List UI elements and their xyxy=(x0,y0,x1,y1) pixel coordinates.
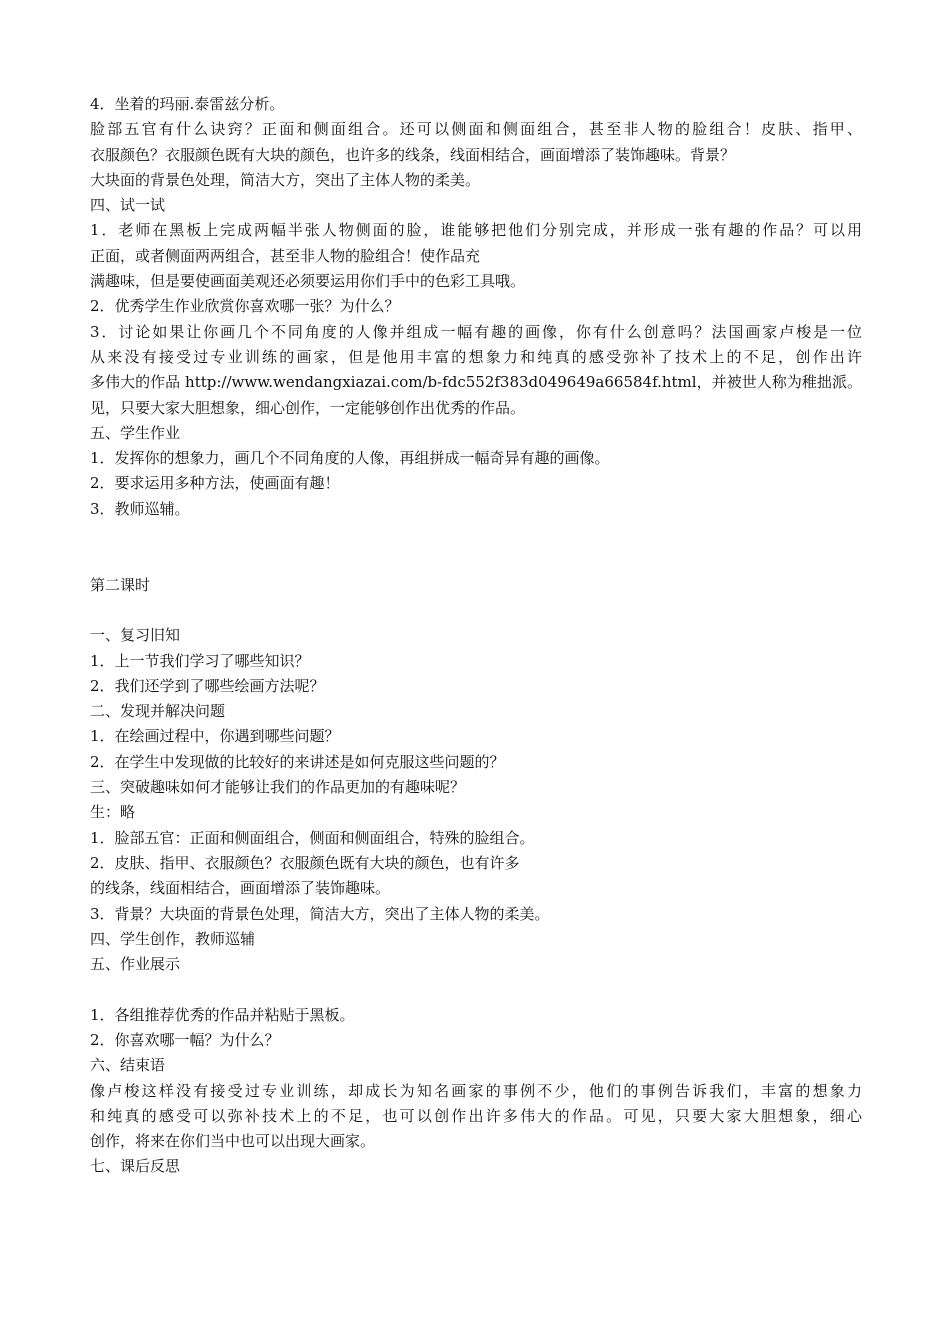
text-line: 的线条，线面相结合，画面增添了装饰趣味。 xyxy=(90,879,391,898)
text-line: 六、结束语 xyxy=(90,1056,166,1075)
text-line: 4．坐着的玛丽.泰雷兹分析。 xyxy=(90,95,285,113)
text-line: 七、课后反思 xyxy=(90,1157,181,1176)
text-line: 生：略 xyxy=(90,803,136,822)
text-line: 2．我们还学到了哪些绘画方法呢？ xyxy=(90,676,325,695)
text-line: 多伟大的作品 http://www.wendangxiazai.com/b-fdc552f383d049649a66584f.html，并被世人称为稚拙派。 xyxy=(90,373,862,392)
text-line: 像卢梭这样没有接受过专业训练，却成长为知名画家的事例不少，他们的事例告诉我们，丰富的想象力 xyxy=(90,1081,862,1100)
text-line: 五、作业展示 xyxy=(90,955,181,974)
text-line: 见，只要大家大胆想象，细心创作，一定能够创作出优秀的作品。 xyxy=(90,398,526,417)
text-line: 2．优秀学生作业欣赏你喜欢哪一张？为什么？ xyxy=(90,297,400,316)
text-line: 1．脸部五官：正面和侧面组合，侧面和侧面组合，特殊的脸组合。 xyxy=(90,828,535,847)
blank-line xyxy=(90,977,862,1002)
blank-line xyxy=(90,598,862,623)
text-line: 1．发挥你的想象力，画几个不同角度的人像，再组拼成一幅奇异有趣的画像。 xyxy=(90,449,610,468)
text-line: 1．各组推荐优秀的作品并粘贴于黑板。 xyxy=(90,1005,355,1024)
text-line: 正面，或者侧面两两组合，甚至非人物的脸组合！使作品充 xyxy=(90,246,481,265)
text-line: 五、学生作业 xyxy=(90,423,181,442)
text-line: 四、学生创作，教师巡辅 xyxy=(90,929,256,948)
text-line: 脸部五官有什么诀窍？正面和侧面组合。还可以侧面和侧面组合，甚至非人物的脸组合！皮肤、指甲、 xyxy=(90,120,862,139)
text-line: 1．在绘画过程中，你遇到哪些问题？ xyxy=(90,727,340,746)
text-line: 和纯真的感受可以弥补技术上的不足，也可以创作出许多伟大的作品。可见，只要大家大胆想象，细心 xyxy=(90,1106,862,1125)
text-line: 1．老师在黑板上完成两幅半张人物侧面的脸，谁能够把他们分别完成，并形成一张有趣的作品？可以用 xyxy=(90,221,862,240)
blank-line xyxy=(90,522,862,547)
text-line: 创作，将来在你们当中也可以出现大画家。 xyxy=(90,1132,376,1151)
text-line: 满趣味，但是要使画面美观还必须要运用你们手中的色彩工具哦。 xyxy=(90,272,526,291)
text-line: 四、试一试 xyxy=(90,196,166,215)
text-line: 2．皮肤、指甲、衣服颜色？衣服颜色既有大块的颜色，也有许多 xyxy=(90,853,520,872)
text-line: 3．讨论如果让你画几个不同角度的人像并组成一幅有趣的画像，你有什么创意吗？法国画家卢梭是一位 xyxy=(90,322,862,341)
text-line: 衣服颜色？衣服颜色既有大块的颜色，也许多的线条，线面相结合，画面增添了装饰趣味。背景？ xyxy=(90,145,736,164)
text-line: 3．背景？大块面的背景色处理，简洁大方，突出了主体人物的柔美。 xyxy=(90,904,550,923)
text-line: 2．在学生中发现做的比较好的来讲述是如何克服这些问题的？ xyxy=(90,752,505,771)
text-line: 3．教师巡辅。 xyxy=(90,499,190,518)
text-line: 1．上一节我们学习了哪些知识？ xyxy=(90,651,310,670)
text-line: 从来没有接受过专业训练的画家，但是他用丰富的想象力和纯真的感受弥补了技术上的不足，创作出许 xyxy=(90,347,862,366)
text-line: 大块面的背景色处理，简洁大方，突出了主体人物的柔美。 xyxy=(90,170,481,189)
text-line: 第二课时 xyxy=(90,575,151,594)
document-page xyxy=(90,92,862,1180)
text-line: 三、突破趣味如何才能够让我们的作品更加的有趣味呢？ xyxy=(90,778,466,797)
text-line: 2．要求运用多种方法，使画面有趣！ xyxy=(90,474,340,493)
text-line: 二、发现并解决问题 xyxy=(90,702,226,721)
blank-line xyxy=(90,547,862,572)
text-line: 一、复习旧知 xyxy=(90,626,181,645)
text-line: 2．你喜欢哪一幅？为什么？ xyxy=(90,1030,280,1049)
